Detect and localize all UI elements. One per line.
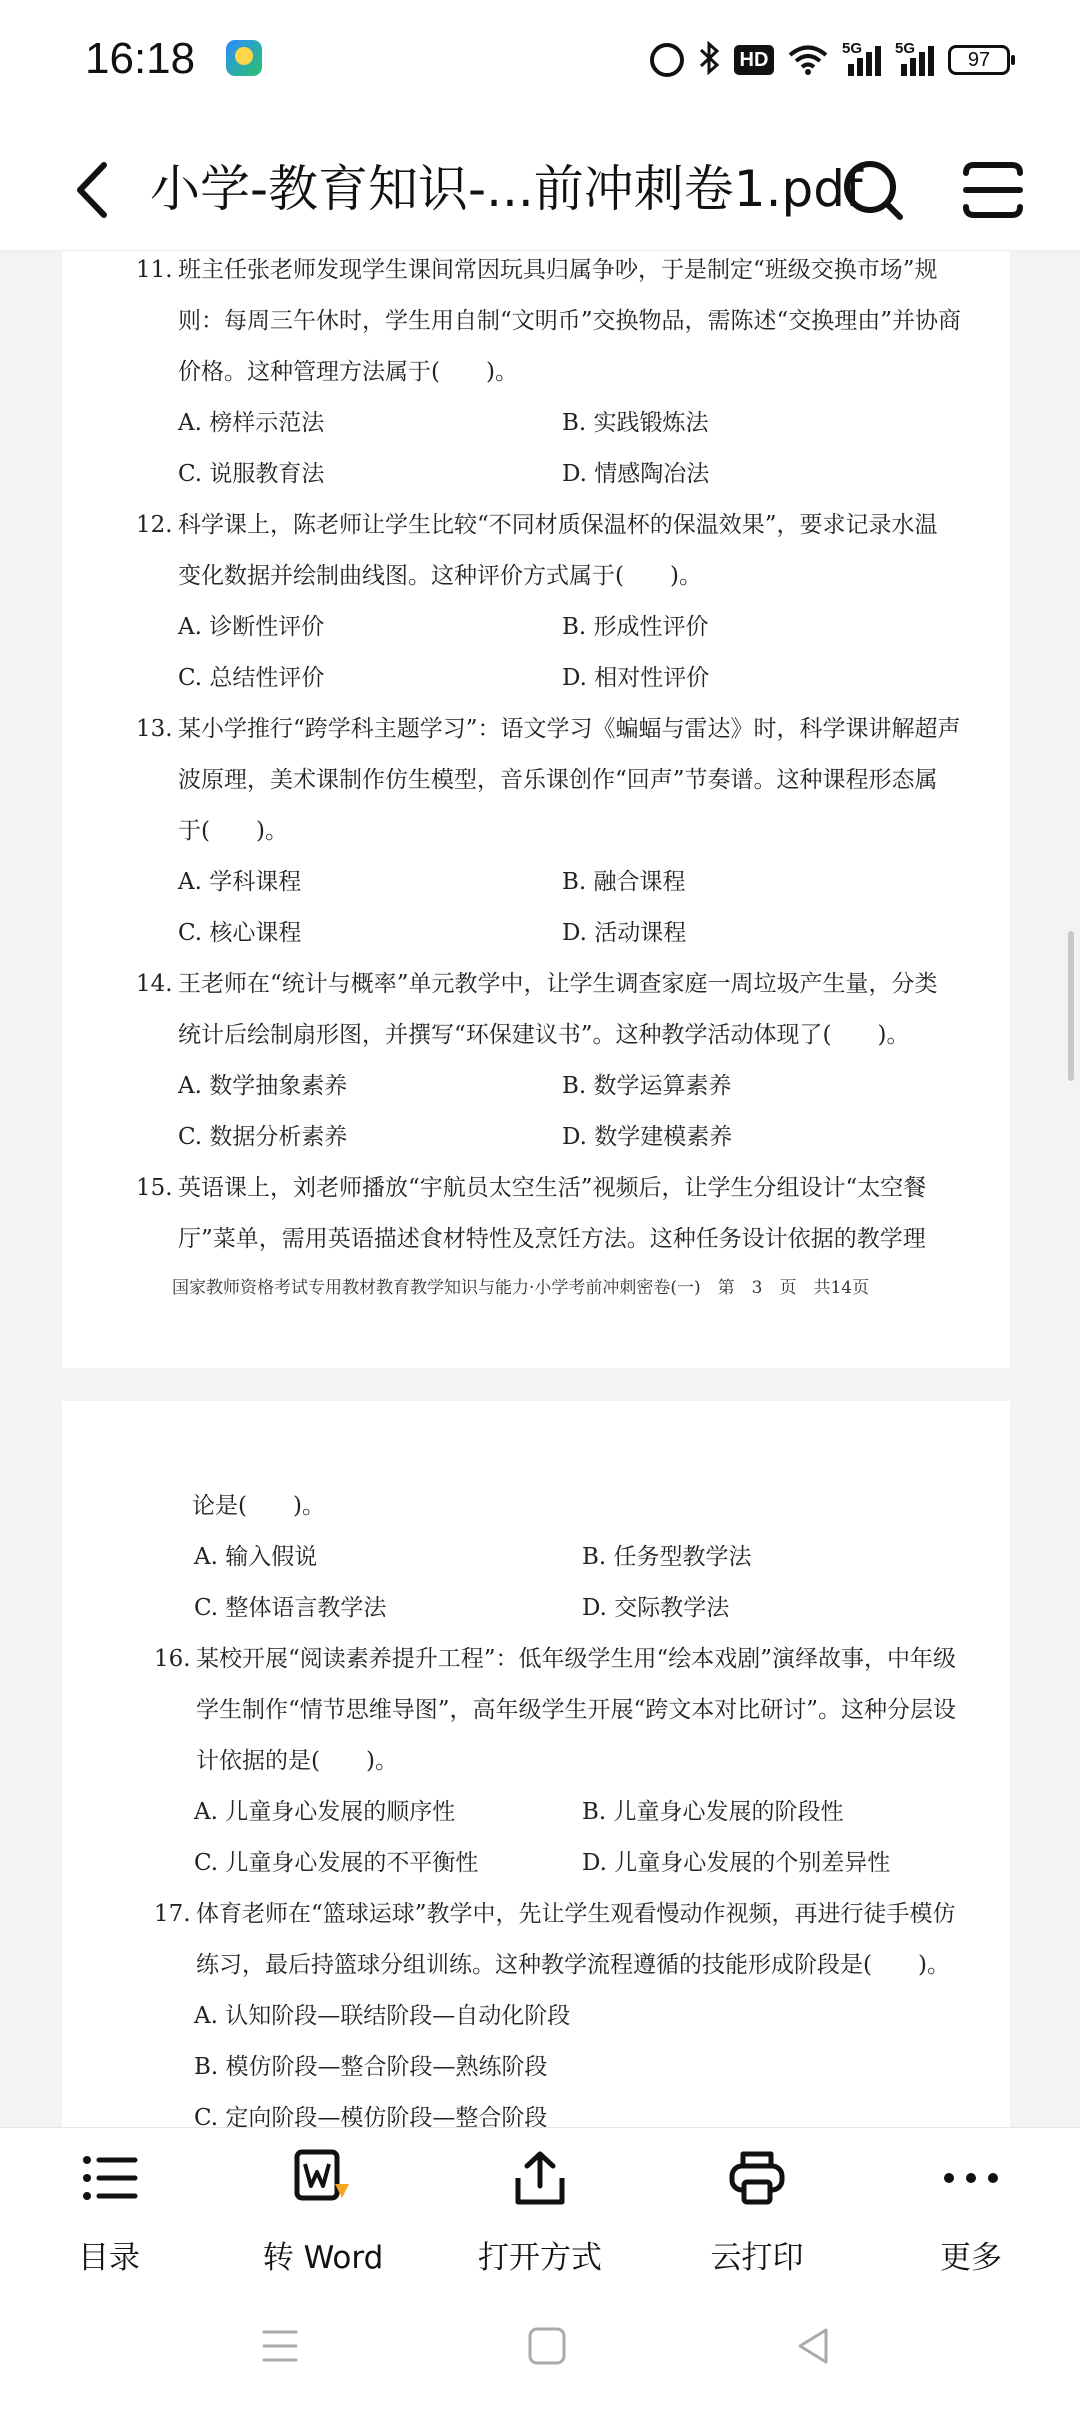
scrollbar-thumb[interactable]	[1068, 931, 1074, 1081]
battery-icon: 97	[948, 45, 1010, 75]
answer-option: A. 数学抽象素养	[178, 1073, 348, 1099]
open-with-label: 打开方式	[478, 2240, 602, 2276]
question-text-line: 计依据的是( )。	[196, 1748, 398, 1774]
more-button[interactable]	[891, 2148, 1051, 2278]
answer-option: B. 实践锻炼法	[562, 410, 709, 436]
share-icon	[510, 2148, 570, 2208]
pdf-page-3	[62, 251, 1010, 1368]
answer-option: B. 任务型教学法	[582, 1544, 752, 1570]
answer-option: D. 交际教学法	[582, 1595, 730, 1621]
answer-option: B. 模仿阶段—整合阶段—熟练阶段	[194, 2054, 548, 2080]
list-icon	[79, 2148, 139, 2208]
answer-option: C. 核心课程	[178, 920, 302, 946]
more-label: 更多	[940, 2240, 1002, 2276]
toc-button[interactable]	[29, 2148, 189, 2278]
question-number: 16.	[154, 1646, 191, 1672]
menu-nav-icon[interactable]	[258, 2324, 302, 2368]
question-text-line: 论是( )。	[192, 1493, 325, 1519]
back-arrow-icon	[60, 155, 130, 225]
convert-word-label: 转 Word	[262, 2240, 384, 2276]
answer-option: A. 榜样示范法	[178, 410, 325, 436]
question-text-line: 班主任张老师发现学生课间常因玩具归属争吵，于是制定“班级交换市场”规	[178, 257, 938, 283]
convert-word-icon	[293, 2148, 353, 2208]
pdf-viewer[interactable]	[0, 251, 1080, 2127]
sig2-label: 5G	[895, 40, 916, 57]
back-button[interactable]	[60, 155, 130, 225]
answer-option: D. 相对性评价	[562, 665, 710, 691]
answer-option: D. 活动课程	[562, 920, 687, 946]
question-text-line: 于( )。	[178, 818, 288, 844]
alarm-icon	[650, 43, 684, 77]
question-number: 11.	[136, 257, 173, 283]
cloud-print-button[interactable]	[677, 2148, 837, 2278]
answer-option: A. 诊断性评价	[178, 614, 325, 640]
hd-voice-icon: HD	[734, 45, 774, 75]
question-number: 14.	[136, 971, 173, 997]
page-footer: 国家教师资格考试专用教材教育教学知识与能力·小学考前冲刺密卷(一) 第 3 页 共14页	[172, 1278, 870, 1298]
question-text-line: 某小学推行“跨学科主题学习”：语文学习《蝙蝠与雷达》时，科学课讲解超声	[178, 716, 961, 742]
back-nav-icon[interactable]	[792, 2324, 836, 2368]
answer-option: C. 定向阶段—模仿阶段—整合阶段	[194, 2105, 548, 2127]
toc-label: 目录	[78, 2240, 140, 2276]
question-text-line: 变化数据并绘制曲线图。这种评价方式属于( )。	[178, 563, 702, 589]
app-notification-icon	[226, 40, 262, 76]
answer-option: C. 总结性评价	[178, 665, 325, 691]
title-bar	[0, 125, 1080, 251]
question-number: 15.	[136, 1175, 173, 1201]
question-text-line: 科学课上，陈老师让学生比较“不同材质保温杯的保温效果”，要求记录水温	[178, 512, 938, 538]
answer-option: C. 数据分析素养	[178, 1124, 348, 1150]
question-text-line: 王老师在“统计与概率”单元教学中，让学生调查家庭一周垃圾产生量，分类	[178, 971, 938, 997]
answer-option: A. 儿童身心发展的顺序性	[194, 1799, 456, 1825]
question-text-line: 波原理，美术课制作仿生模型，音乐课创作“回声”节奏谱。这种课程形态属	[178, 767, 938, 793]
wifi-icon	[788, 44, 828, 76]
convert-word-button[interactable]	[243, 2148, 403, 2278]
search-icon	[838, 155, 908, 225]
answer-option: A. 学科课程	[178, 869, 302, 895]
question-number: 13.	[136, 716, 173, 742]
document-title: 小学-教育知识-...前冲刺卷1.pdf	[150, 160, 863, 218]
answer-option: B. 儿童身心发展的阶段性	[582, 1799, 844, 1825]
answer-option: C. 儿童身心发展的不平衡性	[194, 1850, 479, 1876]
answer-option: A. 认知阶段—联结阶段—自动化阶段	[194, 2003, 571, 2029]
question-text-line: 英语课上，刘老师播放“宇航员太空生活”视频后，让学生分组设计“太空餐	[178, 1175, 927, 1201]
printer-icon	[727, 2148, 787, 2208]
question-text-line: 统计后绘制扇形图，并撰写“环保建议书”。这种教学活动体现了( )。	[178, 1022, 910, 1048]
answer-option: D. 儿童身心发展的个别差异性	[582, 1850, 891, 1876]
answer-option: D. 情感陶冶法	[562, 461, 710, 487]
status-bar	[0, 0, 1080, 125]
answer-option: A. 输入假说	[194, 1544, 318, 1570]
cloud-print-label: 云打印	[710, 2240, 804, 2276]
status-time: 16:18	[85, 34, 196, 83]
question-text-line: 则：每周三午休时，学生用自制“文明币”交换物品，需陈述“交换理由”并协商	[178, 308, 962, 334]
answer-option: D. 数学建模素养	[562, 1124, 733, 1150]
answer-option: B. 数学运算素养	[562, 1073, 732, 1099]
system-nav-bar	[0, 2282, 1080, 2412]
question-text-line: 学生制作“情节思维导图”，高年级学生开展“跨文本对比研讨”。这种分层设	[196, 1697, 957, 1723]
pdf-page-4	[62, 1401, 1010, 2127]
question-text-line: 某校开展“阅读素养提升工程”：低年级学生用“绘本戏剧”演绎故事，中年级	[196, 1646, 957, 1672]
signal-5g-icon	[842, 40, 881, 76]
question-text-line: 体育老师在“篮球运球”教学中，先让学生观看慢动作视频，再进行徒手模仿	[196, 1901, 956, 1927]
bottom-toolbar	[0, 2127, 1080, 2283]
open-with-button[interactable]	[460, 2148, 620, 2278]
more-icon	[941, 2148, 1001, 2208]
status-icons	[650, 38, 1010, 82]
signal-5g-icon	[895, 40, 934, 76]
sig1-label: 5G	[842, 40, 863, 57]
answer-option: C. 整体语言教学法	[194, 1595, 387, 1621]
question-number: 17.	[154, 1901, 191, 1927]
question-text-line: 厅”菜单，需用英语描述食材特性及烹饪方法。这种任务设计依据的教学理	[178, 1226, 926, 1252]
question-number: 12.	[136, 512, 173, 538]
answer-option: B. 形成性评价	[562, 614, 709, 640]
answer-option: C. 说服教育法	[178, 461, 325, 487]
fullscreen-icon	[958, 155, 1028, 225]
answer-option: B. 融合课程	[562, 869, 686, 895]
search-button[interactable]	[838, 155, 908, 225]
bluetooth-icon	[698, 41, 720, 79]
fullscreen-button[interactable]	[958, 155, 1028, 225]
question-text-line: 练习，最后持篮球分组训练。这种教学流程遵循的技能形成阶段是( )。	[196, 1952, 950, 1978]
home-nav-icon[interactable]	[525, 2324, 569, 2368]
question-text-line: 价格。这种管理方法属于( )。	[178, 359, 518, 385]
